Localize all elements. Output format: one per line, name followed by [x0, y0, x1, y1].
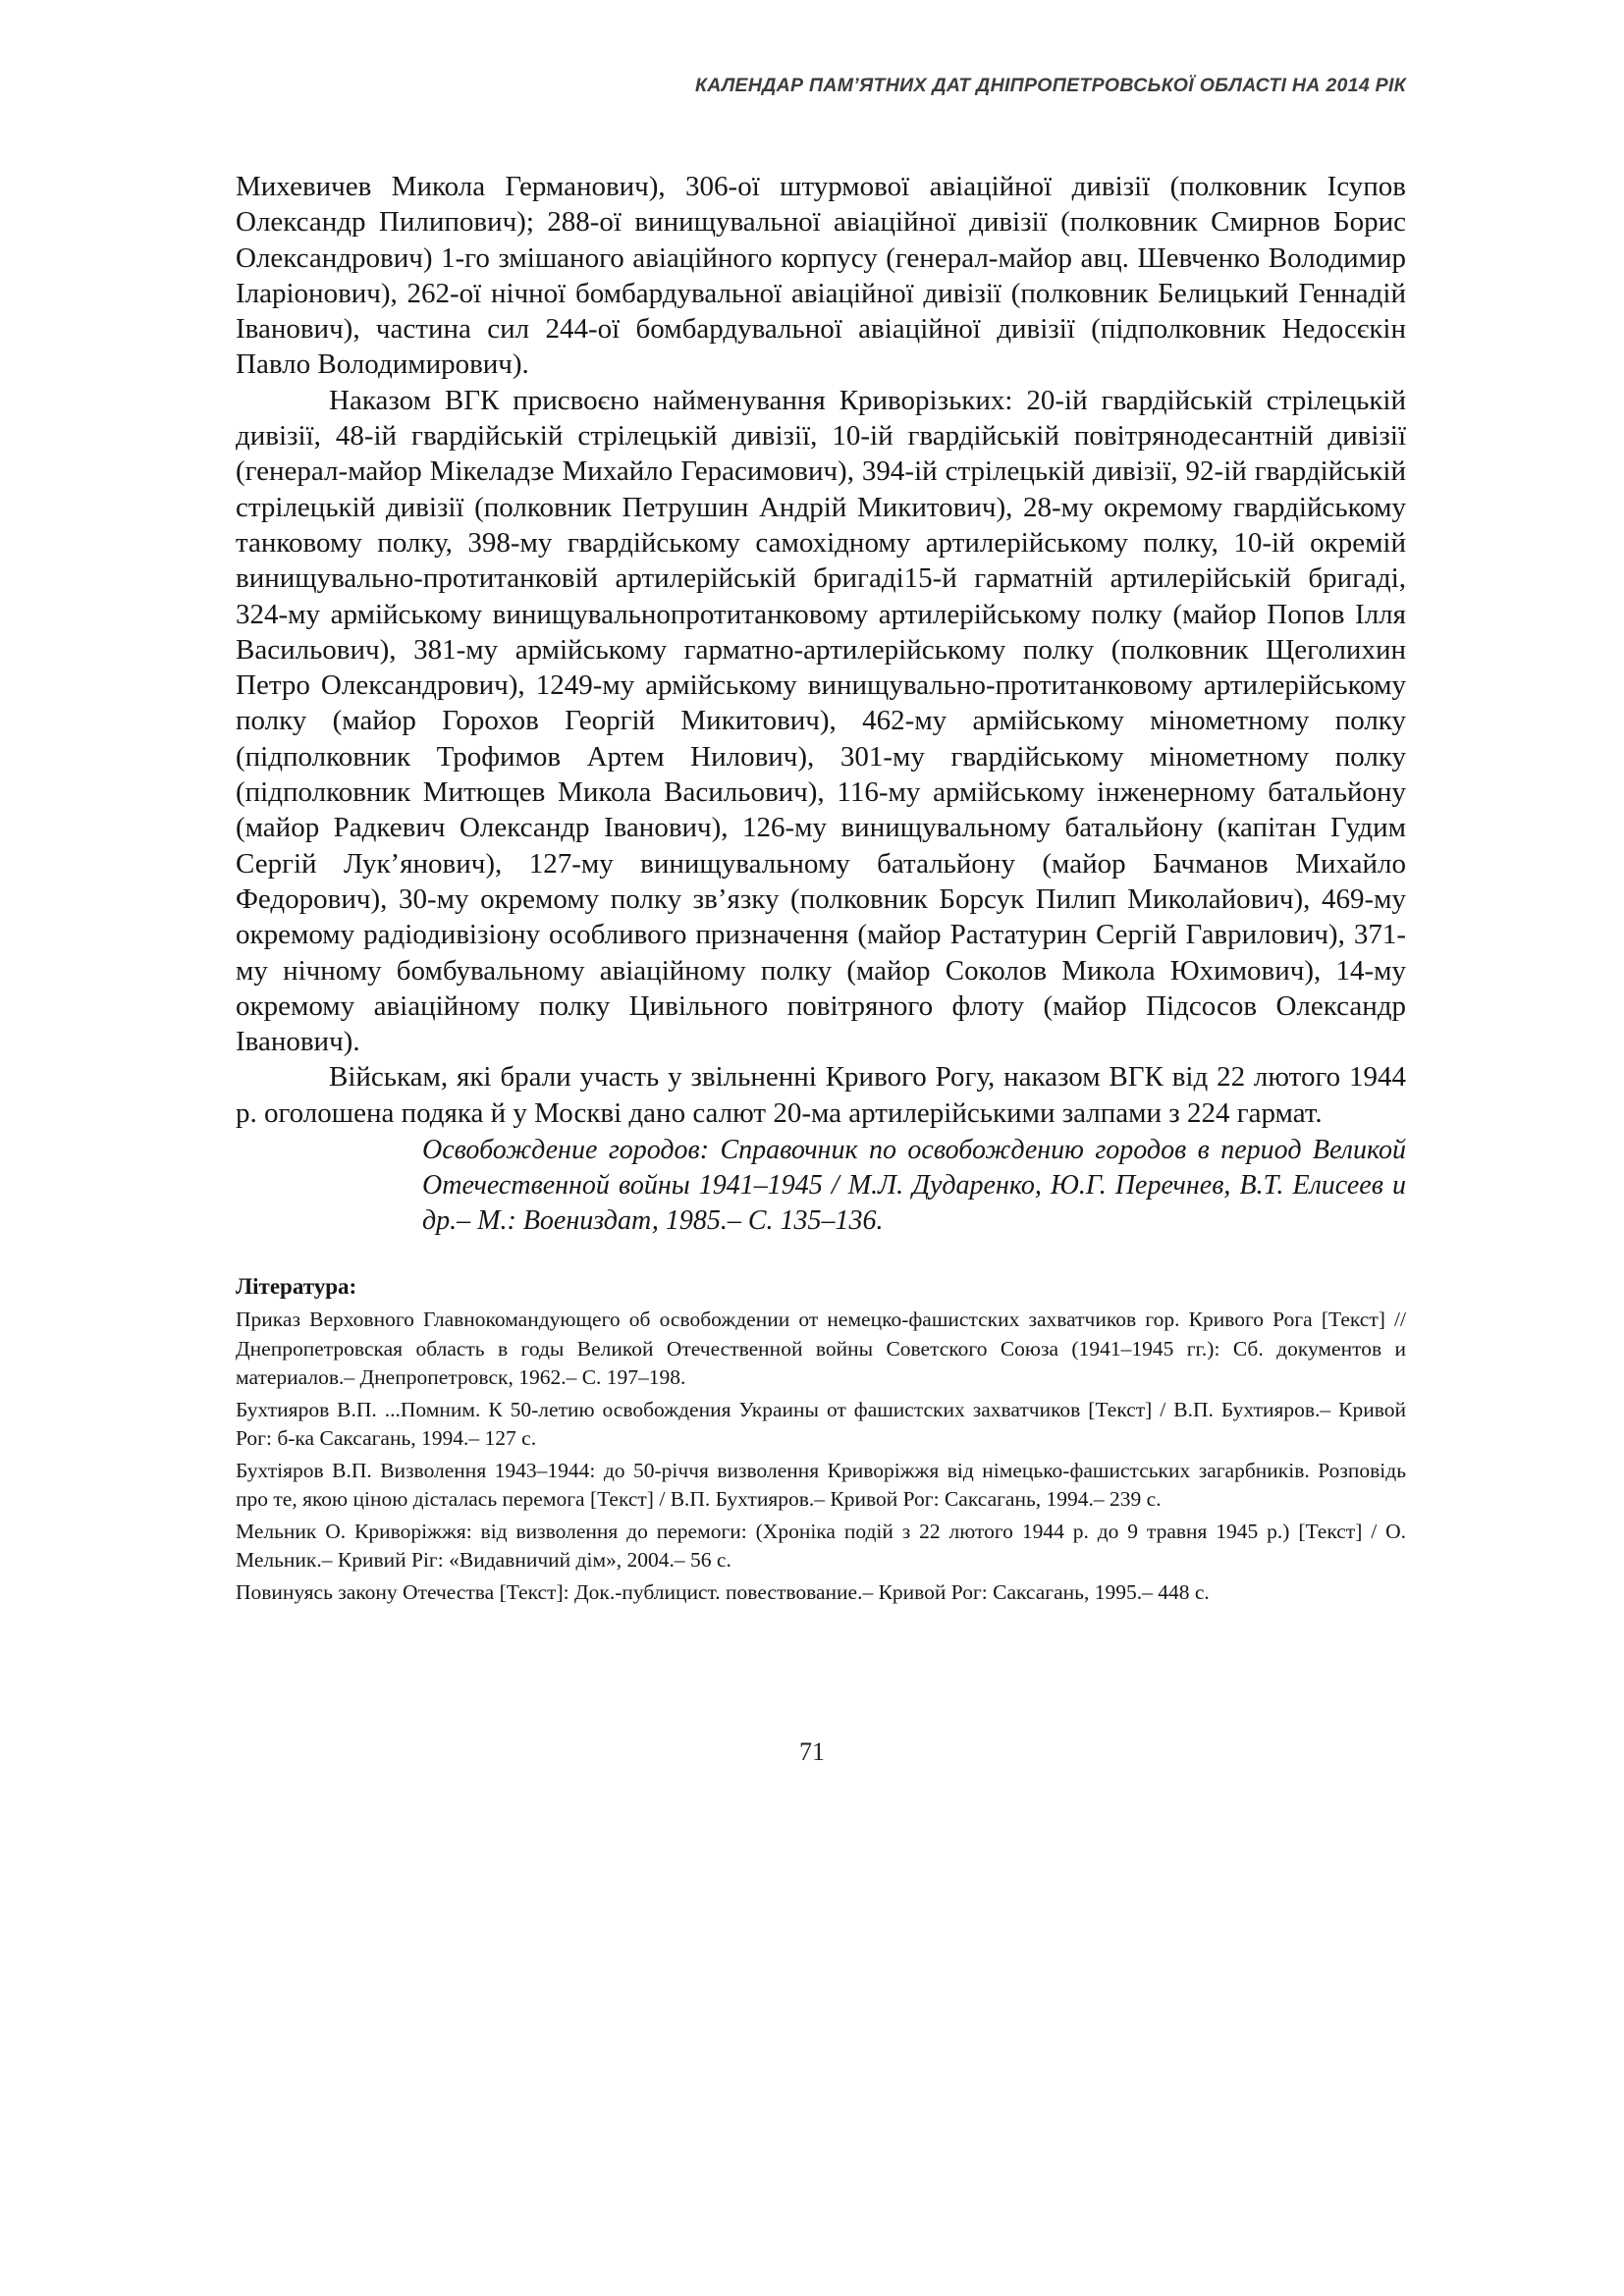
literature-item: Приказ Верховного Главнокомандующего об освобождении от немецко-фашистских захватчиков гор. Кривого Рога [Текст] // Днепропетровская область в годы Великой Отечественной войны Советского Союза (1941–1945 гг.): Сб. документов и материалов.– Днепропетровск, 1962.– С. 197–198. [236, 1308, 1406, 1390]
running-header: КАЛЕНДАР ПАМ’ЯТНИХ ДАТ ДНІПРОПЕТРОВСЬКОЇ ОБЛАСТІ НА 2014 РІК [694, 75, 1406, 96]
literature-section [236, 1272, 1406, 1607]
literature-item: Мельник О. Криворіжжя: від визволення до перемоги: (Хроніка подій з 22 лютого 1944 р. до 9 травня 1945 р.) [Текст] / О. Мельник.– Кривий Ріг: «Видавничий дім», 2004.– 56 с. [236, 1519, 1406, 1573]
page-number: 71 [799, 1737, 825, 1766]
page-content [236, 169, 1406, 1610]
literature-item: Бухтияров В.П. ...Помним. К 50-летию освобождения Украины от фашистских захватчиков [Текст] / В.П. Бухтияров.– Кривой Рог: б-ка Саксагань, 1994.– 127 с. [236, 1397, 1406, 1451]
literature-item: Повинуясь закону Отечества [Текст]: Док.-публицист. повествование.– Кривой Рог: Саксагань, 1995.– 448 с. [236, 1579, 1210, 1604]
body-text [236, 169, 1406, 1131]
paragraph-continuation: Михевичев Микола Германович), 306-ої штурмової авіаційної дивізії (полковник Ісупов Олександр Пилипович); 288-ої винищувальної авіаційної дивізії (полковник Смирнов Борис Олександрович) 1-го змішаного авіаційного корпусу (генерал-майор авц. Шевченко Володимир Іларіонович), 262-ої нічної бомбардувальної авіаційної дивізії (полковник Белицький Геннадій Іванович), частина сил 244-ої бомбардувальної авіаційної дивізії (підполковник Недосєкін Павло Володимирович). [236, 171, 1406, 381]
literature-list [236, 1306, 1406, 1607]
literature-heading: Література: [236, 1274, 357, 1300]
literature-item: Бухтіяров В.П. Визволення 1943–1944: до 50-річчя визволення Криворіжжя від німецько-фашистських загарбників. Розповідь про те, якою ціною дісталась перемога [Текст] / В.П. Бухтияров.– Кривой Рог: Саксагань, 1994.– 239 с. [236, 1458, 1406, 1512]
paragraph-order-names: Наказом ВГК присвоєно найменування Криворізьких: 20-ій гвардійській стрілецькій дивізії, 48-ій гвардійській стрілецькій дивізії, 10-ій гвардійській повітрянодесантній дивізії (генерал-майор Мікеладзе Михайло Герасимович), 394-ій стрілецькій дивізії, 92-ій гвардійській стрілецькій дивізії (полковник Петрушин Андрій Микитович), 28-му окремому гвардійському танковому полку, 398-му гвардійському самохідному артилерійському полку, 10-ій окремій винищувально-протитанковій артилерійській бригаді15-й гарматній артилерійській бригаді, 324-му армійському винищувальнопротитанковому артилерійському полку (майор Попов Ілля Васильович), 381-му армійському гарматно-артилерійському полку (полковник Щеголихин Петро Олександрович), 1249-му армійському винищувально-протитанковому артилерійському полку (майор Горохов Георгій Микитович), 462-му армійському мінометному полку (підполковник Трофимов Артем Нилович), 301-му гвардійському мінометному полку (підполковник Митющев Микола Васильович), 116-му армійському інженерному батальйону (майор Радкевич Олександр Іванович), 126-му винищувальному батальйону (капітан Гудим Сергій Лук’янович), 127-му винищувальному батальйону (майор Бачманов Михайло Федорович), 30-му окремому полку зв’язку (полковник Борсук Пилип Миколайович), 469-му окремому радіодивізіону особливого призначення (майор Растатурин Сергій Гаврилович), 371-му нічному бомбувальному авіаційному полку (майор Соколов Микола Юхимович), 14-му окремому авіаційному полку Цивільного повітряного флоту (майор Підсосов Олександр Іванович). [236, 384, 1406, 1058]
paragraph-salute: Військам, які брали участь у звільненні Кривого Рогу, наказом ВГК від 22 лютого 1944 р. оголошена подяка й у Москві дано салют 20-ма артилерійськими залпами з 224 гармат. [236, 1061, 1406, 1129]
source-citation: Освобождение городов: Справочник по освобождению городов в период Великой Отечественной войны 1941–1945 / М.Л. Дударенко, Ю.Г. Перечнев, В.Т. Елисеев и др.– М.: Воениздат, 1985.– С. 135–136. [422, 1135, 1406, 1237]
